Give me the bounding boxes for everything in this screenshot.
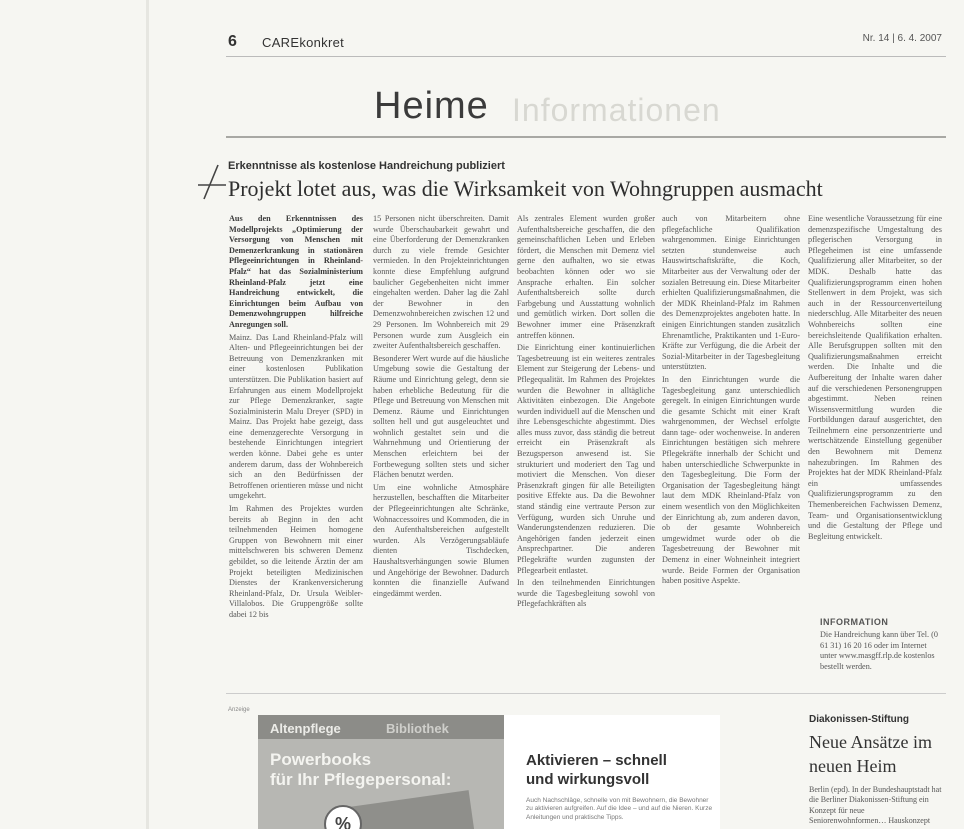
- ad-headline-line-1: Aktivieren – schnell: [526, 752, 667, 769]
- section-rule: [226, 136, 946, 138]
- article-paragraph: Mainz. Das Land Rheinland-Pfalz will Alten- und Pflegeeinrichtungen bei der Betreuung von Demenzkranken mit einer kostenlosen Publikation unterstützen. Die Publikation basiert auf Erfahrungen aus einem Modellprojekt zur Pflege Demenzkranker, sagte Sozialministerin Malu Dreyer (SPD) in Mainz. Das Projekt habe gezeigt, dass eine demenzgerechte Versorgung in bestehende Einrichtungen integriert werden könne. Dabei gehe es unter anderem darum, dass der Wohnbereich sich an den Bedürfnissen der Betroffenen orientieren müsse und nicht umgekehrt.: [229, 332, 363, 501]
- scan-edge: [146, 0, 149, 829]
- article-headline: Projekt lotet aus, was die Wirksamkeit von Wohngruppen ausmacht: [228, 176, 823, 201]
- sidebar-story-headline: Neue Ansätze im neuen Heim: [809, 732, 932, 776]
- info-box-text: Die Handreichung kann über Tel. (0 61 31) 16 20 16 oder im Internet unter www.masgff.rlp.de kostenlos bestellt werden.: [820, 630, 938, 671]
- publication-name: CAREkonkret: [262, 35, 345, 50]
- ad-headline-line-2: und wirkungsvoll: [526, 771, 650, 788]
- article-paragraph: Als zentrales Element wurden großer Aufenthaltsbereiche geschaffen, die den gemeinschaftlichen Leben und Erleben fördert, die Menschen mit Demenz viel gerne den aufhalten, wo sie etwas beobachten können oder wo sie Ansprache erhalten. Ein solcher Aufenthaltsbereich sollte durch Farbgebung und Ausstattung wohnlich und gemütlich wirken. Dort sollen die Bewohner immer eine Präsenzkraft antreffen können.: [517, 214, 655, 340]
- article-paragraph: In den Einrichtungen wurde die Tagesbegleitung ganz unterschiedlich geregelt. In einigen Einrichtungen wurde die gesamte Schicht mit einer Kraft wahrgenommen, der Wechsel erfolgte dann tage- oder wochenweise. In anderen Einrichtungen bestätigen sich mehrere Pflegekräfte innerhalb der Schicht und haben unterschiedliche Schwerpunkte in den Tagesbegleitung. Die Form der Organisation der Tagesbegleitung hängt laut dem MDK Rheinland-Pfalz von einem wesentlich von den Möglichkeiten der Einrichtung ab, zum anderen davon, ob der gesamte Wohnbereich umgewidmet wurde oder ob die Tagesbetreuung der Bewohner mit Demenz in einer Wohneinheit integriert wurde. Beide Formen der Organisation haben positive Aspekte.: [662, 374, 800, 586]
- info-box-title: INFORMATION: [820, 617, 889, 627]
- article-paragraph: 15 Personen nicht überschreiten. Damit wurde Überschaubarkeit gewahrt und eine Überforderung der Demenzkranken durch zu viele fremde Gesichter vermieden. In den Projekteinrichtungen konnte diese Empfehlung aufgrund baulicher Gegebenheiten nicht immer eingehalten werden. Daher lag die Zahl der Bewohner in den Demenzwohnbereichen zwischen 12 und 29 Personen. Im Wohnbereich mit 29 Personen wurde zum Ausgleich ein zweiter Aufenthaltsbereich geschaffen.: [373, 214, 509, 351]
- article-kicker: Erkenntnisse als kostenlose Handreichung publiziert: [228, 160, 505, 172]
- section-title: Heime: [374, 85, 489, 127]
- ad-title-line-2: für Ihr Pflegepersonal:: [270, 770, 452, 789]
- article-column-3: [517, 214, 655, 684]
- article-paragraph: auch von Mitarbeitern ohne pflegefachliche Qualifikation wahrgenommen. Einige Einrichtungen setzten stundenweise auch Hauswirtschaftskräfte, die Koch, Mitarbeiter aus der Verwaltung oder der sozialen Betreuung ein. Diese Mitarbeiter erhielten Qualifizierungsmaßnahmen, die der MDK Rheinland-Pfalz im Rahmen des Demenzprojektes angeboten hatte. In einigen Einrichtungen standen zusätzlich Ehrenamtliche, Praktikanten und 1-Euro-Kräfte zur Verfügung, die die Arbeit der Sozial-Mitarbeiter in der Tagesbegleitung unterstützten.: [662, 214, 800, 372]
- article-column-1: [229, 214, 363, 684]
- article-lead: Aus den Erkenntnissen des Modellprojekts „Optimierung der Versorgung von Menschen mit Demenzerkrankung in stationären Pflegeeinrichtungen in Rheinland-Pfalz“ hat das Sozialministerium Rheinland-Pfalz jetzt eine Handreichung entwickelt, die Einrichtungen beim Aufbau von Demenzwohngruppen hilfreiche Anregungen soll.: [229, 214, 363, 329]
- ad-title-line-1: Powerbooks: [270, 750, 372, 769]
- headline-mark-icon: [196, 163, 230, 203]
- article-paragraph: Eine wesentliche Voraussetzung für eine demenzspezifische Umgestaltung des pflegerischen Versorgung in Pflegeheimen ist eine umfassende Qualifizierung aller Mitarbeiter, so der MDK. Deshalb hatte das Qualifizierungsprogramm einen hohen Stellenwert in dem Projekt, was sich auch in der Ressourcenverteilung niederschlug. Alle Mitarbeiter des neuen Wohnbereichs sollten eine bereichsleitende Qualifikation erhalten. Alle Berufsgruppen sollten mit den Qualifizierungsmaßnahmen erreicht werden. Die Inhalte und die Aufbereitung der Inhalte waren daher auf die verschiedenen Personengruppen abgestimmt. Neben reinen Wissensvermittlung wurden die Fortbildungen darauf ausgerichtet, den Teilnehmern eine personzentrierte und wertschätzende Einstellung gegenüber den Bewohnern mit Demenz nahezubringen. Im Rahmen des Projektes hat der MDK Rheinland-Pfalz ein umfassendes Qualifizierungsprogramm zu den Themenbereichen Fachwissen Demenz, Team- und Organisationsentwicklung und die Gestaltung der Pflege und Begleitung entwickelt.: [808, 214, 942, 541]
- article-column-4: [662, 214, 800, 684]
- article-bottom-rule: [226, 693, 806, 694]
- sidebar-rule: [806, 693, 946, 694]
- article-column-5: [808, 214, 942, 616]
- article-column-2: [373, 214, 509, 684]
- article-paragraph: In den teilnehmenden Einrichtungen wurde die Tagesbegleitung sowohl von Pflegefachkräften als: [517, 578, 655, 609]
- section-ghost-title: Informationen: [512, 92, 721, 128]
- advertisement[interactable]: [258, 715, 720, 829]
- ad-discount-badge: %: [324, 805, 362, 829]
- sidebar-story-body: Berlin (epd). In der Bundeshauptstadt hat die Berliner Diakonissen-Stiftung ein Konzept für neue Seniorenwohnformen… Hauskonzept: [809, 785, 942, 826]
- article-paragraph: Die Einrichtung einer kontinuierlichen Tagesbetreuung ist ein weiteres zentrales Element zur Steigerung der Lebens- und Pflegequalität. Im Rahmen des Projektes wurden die Bewohner in alltägliche Aktivitäten einbezogen. Die Angebote wurden individuell auf die Menschen und ihre Lebensgeschichte abgestimmt. Dies alles muss zuvor, dass ständig die betreut erreicht ein Präsenzkraft als Bezugsperson anwesend ist. Sie strukturiert und moderiert den Tag und motiviert die Menschen. Von dieser Präsenzkraft gingen für alle Beteiligten positive Effekte aus. Da die Bewohner stand ständig eine vertraute Person zur Verfügung, wurden sich Unruhe und Wanderungstendenzen reduzieren. Die Angehörigen fanden jederzeit einen Ansprechpartner. Die anderen Pflegekräfte wurden zugunsten der Pflegearbeit entlastet.: [517, 343, 655, 575]
- article-paragraph: Besonderer Wert wurde auf die häusliche Umgebung sowie die Gestaltung der Räume und Einrichtung gelegt, denn sie haben erhebliche Bedeutung für die Pflege und Betreuung von Menschen mit Demenz. Räume und Einrichtungen sollten hell und gut ausgeleuchtet und wohnlich gestaltet sein und die Wahrnehmung und Orientierung der Menschen erleichtern bei der Fortbewegung sollten stets und sicher Flächen benutzt werden.: [373, 353, 509, 480]
- ad-body-text: Auch Nachschläge, schnelle von mit Bewohnern, die Bewohner zu aktivieren aufgreifen. Auf die Idee – und auf die Nieren. Kurze Anleitungen und praktische Tipps.: [526, 797, 713, 821]
- header-rule: [226, 56, 946, 57]
- issue-date: Nr. 14 | 6. 4. 2007: [862, 33, 942, 44]
- ad-label: Anzeige: [228, 707, 250, 713]
- ad-series-subtitle: Bibliothek: [386, 721, 449, 736]
- article-paragraph: Um eine wohnliche Atmosphäre herzustellen, beschafften die Mitarbeiter der Pflegeeinrichtungen alte Schränke, Wohnaccessoires und Kommoden, die in den Aufenthaltsbereichen aufgestellt wurden. Als Verzögerungsabläufe dienten Tischdecken, Haushaltsverhängungen sowie Blumen und Angehörige der Bewohner. Dadurch konnten die finanzielle Aufwand eingedämmt werden.: [373, 482, 509, 598]
- ad-series-name: Altenpflege: [270, 721, 341, 736]
- page-number: 6: [228, 33, 237, 50]
- sidebar-story-kicker: Diakonissen-Stiftung: [809, 714, 910, 725]
- ad-image-panel: [258, 715, 504, 829]
- article-paragraph: Im Rahmen des Projektes wurden bereits ab Beginn in den acht teilnehmenden Heimen homogene Gruppen von Bewohnern mit einer mittelschweren bis schweren Demenz gebildet, so die leitende Ärztin der am Projekt beteiligten Medizinischen Dienstes der Krankenversicherung Rheinland-Pfalz, Dr. Ursula Weibler-Villalobos. Die Gruppengröße sollte dabei 12 bis: [229, 504, 363, 619]
